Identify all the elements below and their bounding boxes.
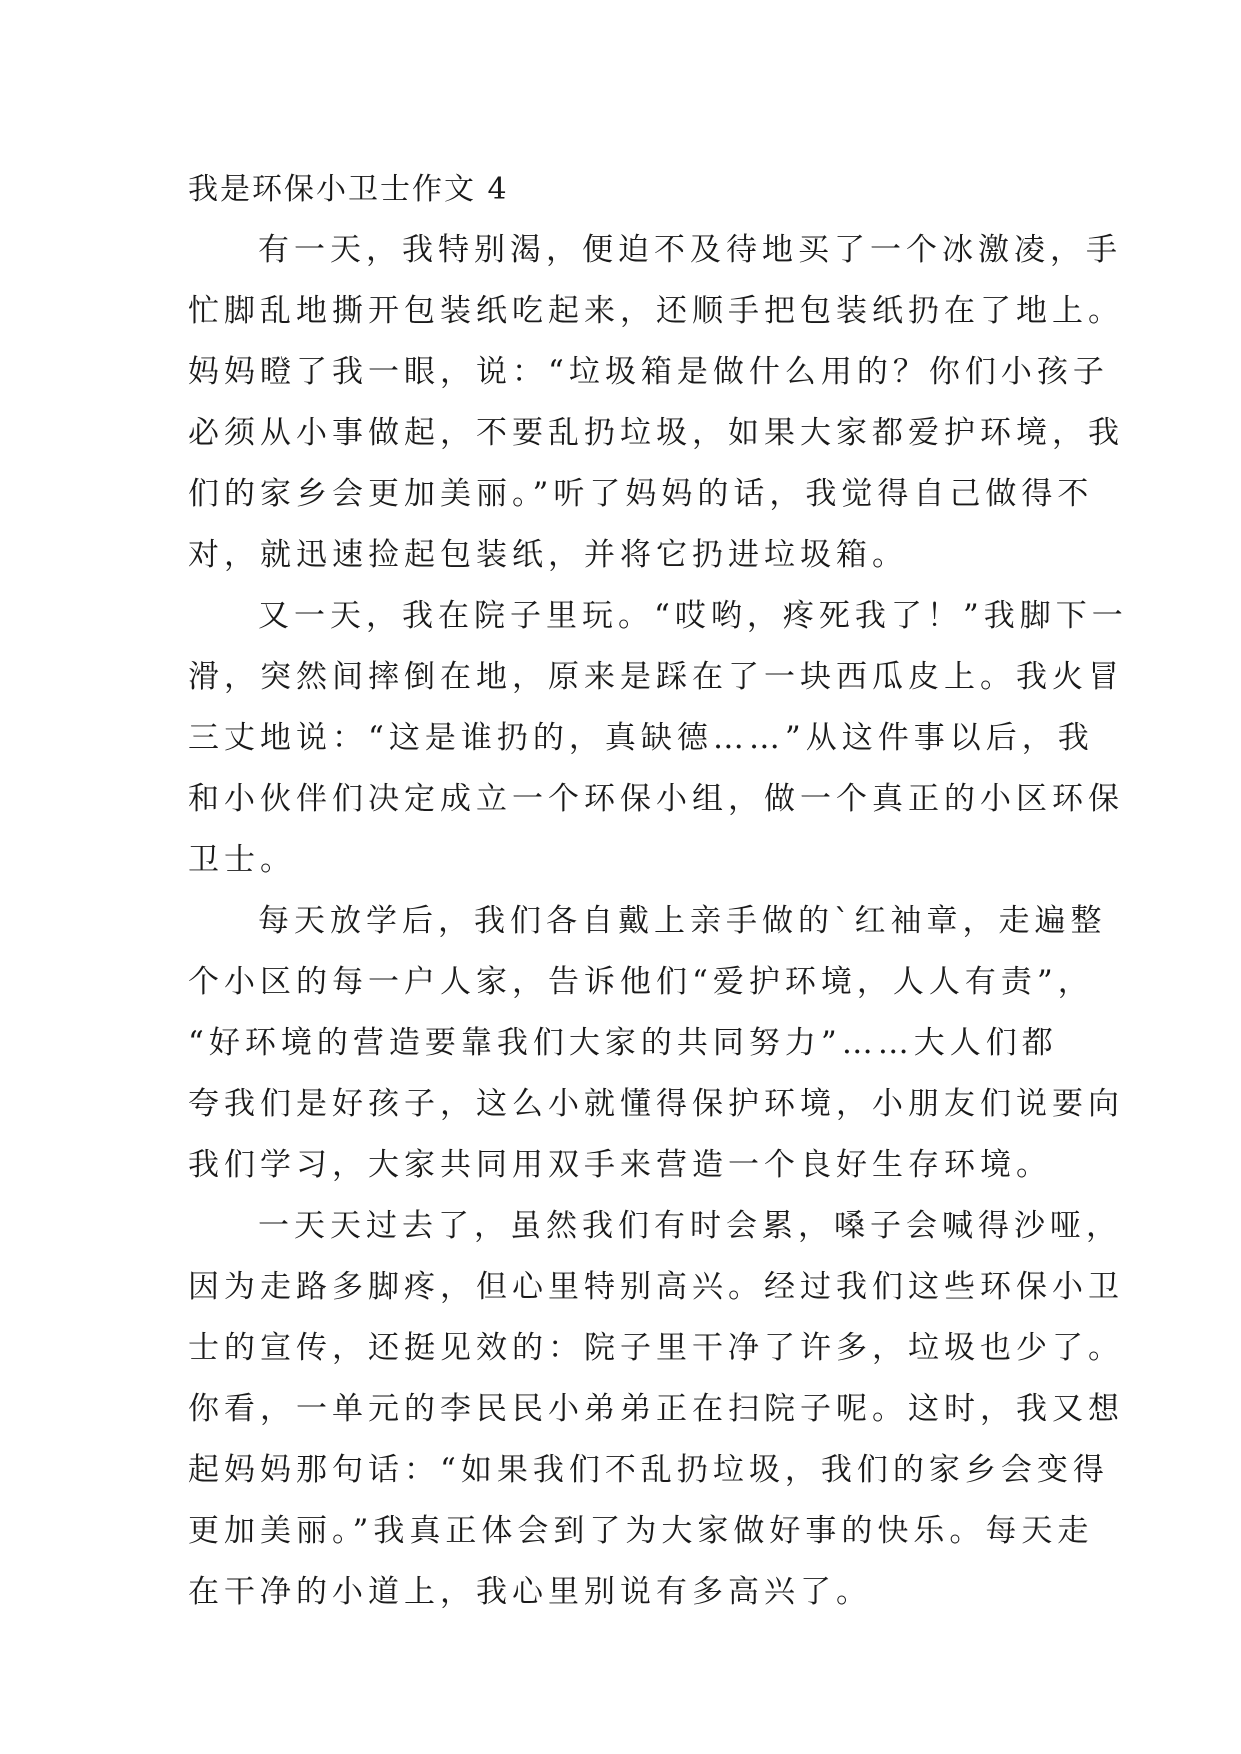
paragraph-line: 卫士。 — [188, 842, 296, 878]
paragraph-line: 更加美丽。”我真正体会到了为大家做好事的快乐。每天走 — [188, 1513, 1094, 1549]
paragraph-line: 起妈妈那句话：“如果我们不乱扔垃圾，我们的家乡会变得 — [188, 1452, 1109, 1488]
paragraph-line: 夸我们是好孩子，这么小就懂得保护环境，小朋友们说要向 — [188, 1086, 1124, 1122]
document-title: 我是环保小卫士作文 4 — [188, 172, 509, 207]
paragraph-line: 个小区的每一户人家，告诉他们“爱护环境，人人有责”， — [188, 964, 1094, 1000]
paragraph-line: 们的家乡会更加美丽。”听了妈妈的话，我觉得自己做得不 — [188, 476, 1094, 512]
document-body — [188, 160, 1128, 1623]
paragraph-line: 一天天过去了，虽然我们有时会累，嗓子会喊得沙哑， — [258, 1208, 1122, 1244]
paragraph-line: 每天放学后，我们各自戴上亲手做的`红袖章，走遍整 — [258, 903, 1107, 939]
paragraph-line: 必须从小事做起，不要乱扔垃圾，如果大家都爱护环境，我 — [188, 415, 1124, 451]
paragraph-4 — [188, 1196, 1124, 1623]
paragraph-line: 三丈地说：“这是谁扔的，真缺德……”从这件事以后，我 — [188, 720, 1094, 756]
paragraph-line: 因为走路多脚疼，但心里特别高兴。经过我们这些环保小卫 — [188, 1269, 1124, 1305]
paragraph-line: 对，就迅速捡起包装纸，并将它扔进垃圾箱。 — [188, 537, 908, 573]
paragraph-1 — [188, 220, 1124, 586]
paragraph-3 — [188, 891, 1124, 1196]
paragraph-line: 忙脚乱地撕开包装纸吃起来，还顺手把包装纸扔在了地上。 — [188, 293, 1124, 329]
paragraph-line: 又一天，我在院子里玩。“哎哟，疼死我了！”我脚下一 — [258, 598, 1128, 634]
paragraph-line: 和小伙伴们决定成立一个环保小组，做一个真正的小区环保 — [188, 781, 1124, 817]
paragraph-2 — [188, 586, 1128, 891]
paragraph-line: 士的宣传，还挺见效的：院子里干净了许多，垃圾也少了。 — [188, 1330, 1124, 1366]
paragraph-line: 妈妈瞪了我一眼，说：“垃圾箱是做什么用的？你们小孩子 — [188, 354, 1109, 390]
paragraph-line: 滑，突然间摔倒在地，原来是踩在了一块西瓜皮上。我火冒 — [188, 659, 1124, 695]
paragraph-line: 有一天，我特别渴，便迫不及待地买了一个冰激凌，手 — [258, 232, 1122, 268]
paragraph-line: 你看，一单元的李民民小弟弟正在扫院子呢。这时，我又想 — [188, 1391, 1124, 1427]
paragraph-line: 我们学习，大家共同用双手来营造一个良好生存环境。 — [188, 1147, 1052, 1183]
paragraph-line: 在干净的小道上，我心里别说有多高兴了。 — [188, 1574, 872, 1610]
paragraph-line: “好环境的营造要靠我们大家的共同努力”……大人们都 — [188, 1025, 1058, 1061]
